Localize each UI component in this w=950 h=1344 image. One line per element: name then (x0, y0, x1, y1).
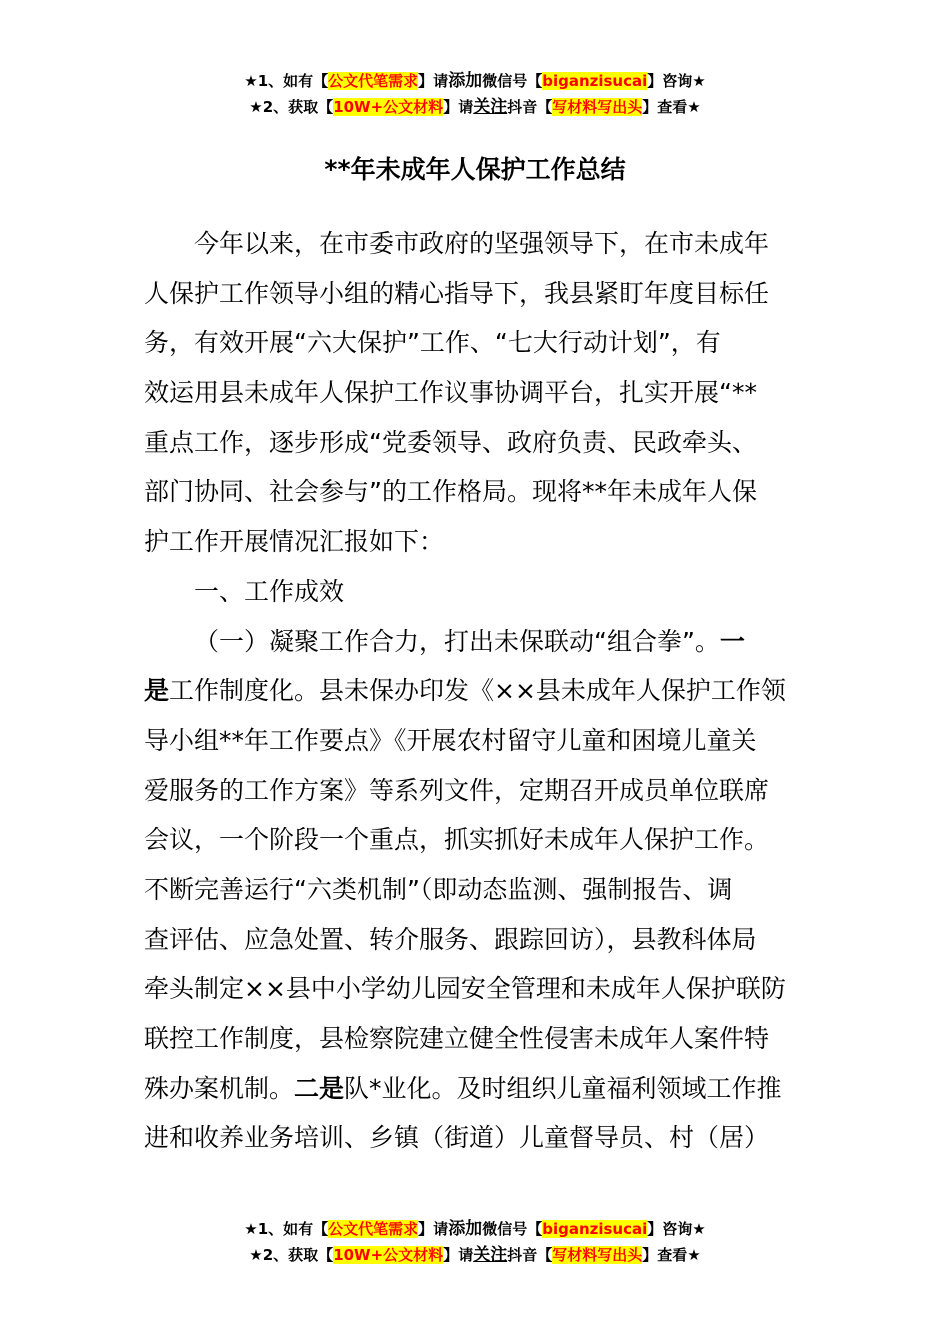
paragraph-line: 重点工作，逐步形成“党委领导、政府负责、民政牵头、 (144, 427, 757, 457)
bold-marker: 二是 (294, 1073, 345, 1103)
promo-text: 】请 (443, 98, 474, 116)
paragraph-line: 牵头制定××县中小学幼儿园安全管理和未成年人保护联防 (144, 974, 786, 1004)
promo-emphasis: 添加 (448, 1219, 483, 1239)
paragraph-line: 不断完善运行“六类机制”（即动态监测、强制报告、调 (144, 874, 733, 904)
promo-text: ★2、获取【 (249, 1246, 334, 1264)
paragraph-text: 殊办案机制。 (144, 1073, 295, 1103)
promo-highlight: 10W+公文材料 (333, 98, 444, 116)
paragraph-text: 工作制度化。县未保办印发《××县未成年人保护工作领 (169, 676, 786, 706)
promo-text: ★1、如有【 (244, 1220, 329, 1238)
promo-highlight: 公文代笔需求 (328, 72, 419, 90)
promo-emphasis: 添加 (448, 71, 483, 91)
promo-text: 抖音【 (507, 1246, 553, 1264)
paragraph-text: 队*业化。及时组织儿童福利领域工作推 (344, 1073, 782, 1103)
paragraph-line (144, 1064, 804, 1114)
document-body (144, 219, 804, 1163)
promo-wechat-id: biganzisucai (542, 1220, 648, 1238)
promo-douyin-id: 写材料写出头 (552, 1246, 643, 1264)
promo-banner-top (0, 68, 950, 120)
promo-text: ★1、如有【 (244, 72, 329, 90)
promo-text: 】查看★ (642, 98, 701, 116)
promo-wechat-id: biganzisucai (542, 72, 648, 90)
promo-text: 微信号【 (482, 72, 543, 90)
paragraph-line: 护工作开展情况汇报如下： (144, 527, 445, 557)
paragraph-line: 导小组**年工作要点》《开展农村留守儿童和困境儿童关 (144, 725, 757, 755)
promo-emphasis: 关注 (473, 97, 508, 117)
paragraph-line (144, 666, 804, 716)
paragraph-line: 部门协同、社会参与”的工作格局。现将**年未成年人保 (144, 477, 757, 507)
paragraph-line: 人保护工作领导小组的精心指导下，我县紧盯年度目标任 (144, 278, 770, 308)
promo-text: 】请 (418, 1220, 449, 1238)
promo-line-2 (0, 94, 950, 120)
paragraph-line: 爱服务的工作方案》等系列文件，定期召开成员单位联席 (144, 775, 770, 805)
promo-text: 】请 (443, 1246, 474, 1264)
bold-marker: 是 (144, 676, 170, 706)
paragraph-line: 会议，一个阶段一个重点，抓实抓好未成年人保护工作。 (144, 825, 770, 855)
section-heading: 一、工作成效 (194, 576, 345, 606)
promo-text: 】查看★ (642, 1246, 701, 1264)
paragraph-line: 查评估、应急处置、转介服务、跟踪回访），县教科体局 (144, 924, 757, 954)
paragraph-line: 今年以来，在市委市政府的坚强领导下，在市未成年 (194, 229, 770, 258)
promo-emphasis: 关注 (473, 1245, 508, 1265)
promo-text: 微信号【 (482, 1220, 543, 1238)
subsection-heading (144, 617, 804, 667)
paragraph-line: 务，有效开展“六大保护”工作、“七大行动计划”，有 (144, 328, 721, 358)
promo-line-1 (0, 68, 950, 94)
promo-line-2 (0, 1242, 950, 1268)
promo-text: 】咨询★ (647, 72, 706, 90)
promo-line-1 (0, 1216, 950, 1242)
subsection-text: （一）凝聚工作合力，打出未保联动“组合拳”。 (194, 626, 720, 656)
promo-highlight: 10W+公文材料 (333, 1246, 444, 1264)
promo-highlight: 公文代笔需求 (328, 1220, 419, 1238)
promo-douyin-id: 写材料写出头 (552, 98, 643, 116)
document-title: **年未成年人保护工作总结 (324, 155, 626, 184)
paragraph-line: 进和收养业务培训、乡镇（街道）儿童督导员、村（居） (144, 1123, 770, 1153)
promo-text: 】咨询★ (647, 1220, 706, 1238)
promo-text: 抖音【 (507, 98, 553, 116)
promo-text: ★2、获取【 (249, 98, 334, 116)
promo-banner-bottom (0, 1216, 950, 1268)
promo-text: 】请 (418, 72, 449, 90)
paragraph-line: 联控工作制度，县检察院建立健全性侵害未成年人案件特 (144, 1024, 770, 1053)
bold-marker: 一 (719, 626, 745, 656)
paragraph-line: 效运用县未成年人保护工作议事协调平台，扎实开展“** (144, 378, 757, 408)
